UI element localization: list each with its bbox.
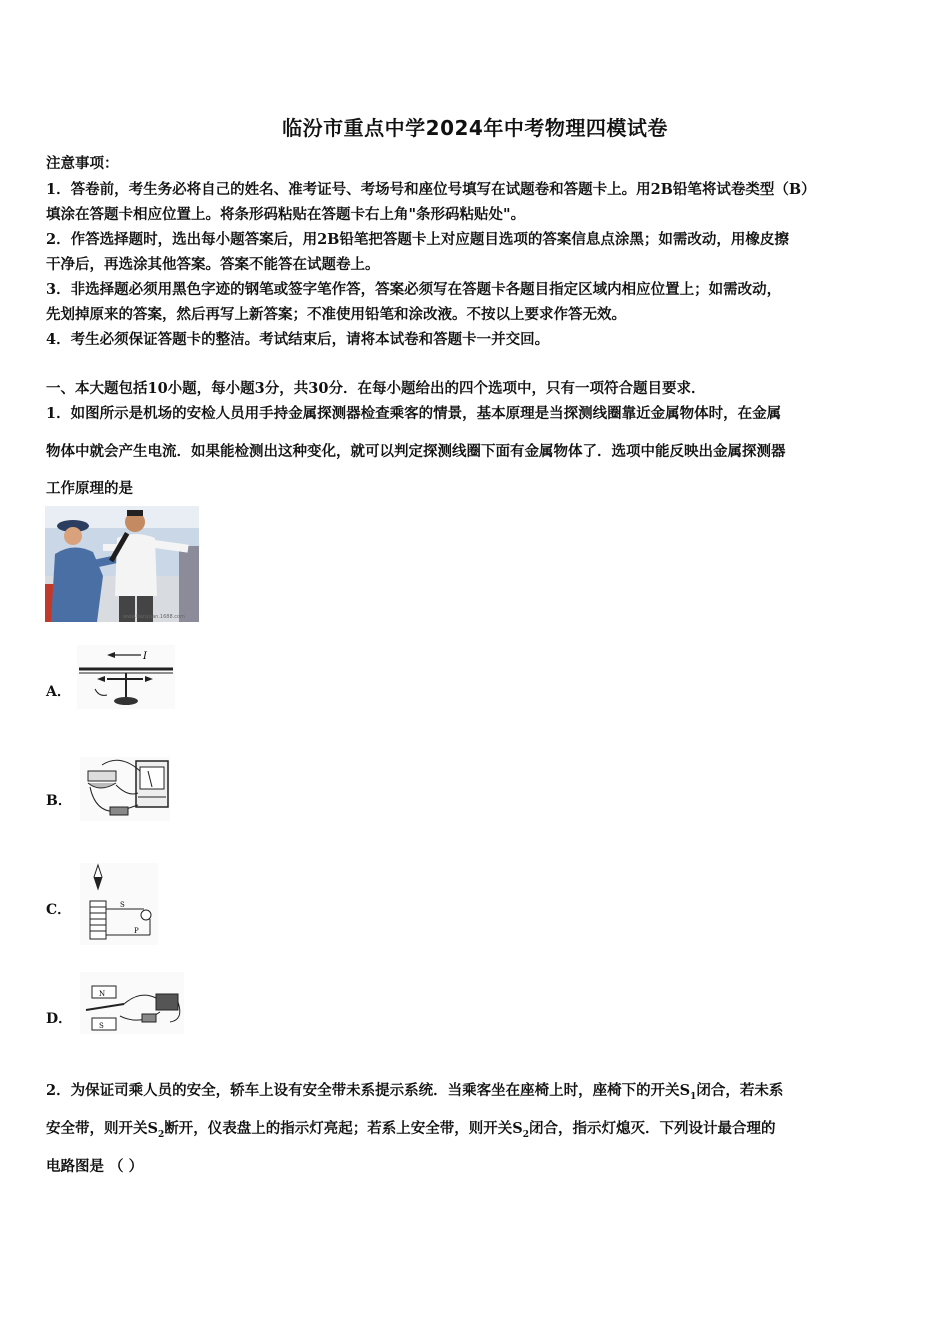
notice-line: 2．作答选择题时，选出每小题答案后，用2B铅笔把答题卡上对应题目选项的答案信息点涂黑；如需改动，用橡皮擦 (46, 231, 789, 248)
option-c-label[interactable]: C． (46, 902, 72, 918)
q1-text: 工作原理的是 (46, 480, 133, 497)
q2-text: 电路图是 （ ） (46, 1158, 144, 1175)
q2-sub: 2 (522, 1129, 529, 1140)
magnet-n-label: N (99, 990, 106, 998)
option-b-label[interactable]: B． (46, 793, 72, 809)
section-heading: 一、本大题包括10小题，每小题3分，共30分．在每小题给出的四个选项中，只有一项符合题目要求． (46, 380, 706, 397)
magnet-s-label: S (99, 1022, 104, 1030)
notice-heading: 注意事项： (46, 155, 119, 172)
notice-line: 填涂在答题卡相应位置上。将条形码粘贴在答题卡右上角"条形码粘贴处"。 (46, 206, 526, 223)
q2-text-part: 断开，仪表盘上的指示灯亮起；若系上安全带，则开关S (164, 1120, 523, 1137)
notice-line: 3．非选择题必须用黑色字迹的钢笔或签字笔作答，答案必须写在答题卡各题目指定区域内相应位置上；如需改动， (46, 281, 782, 298)
q2-text (46, 1117, 906, 1140)
q2-text (46, 1079, 906, 1102)
q1-text: 物体中就会产生电流．如果能检测出这种变化，就可以判定探测线圈下面有金属物体了．选项中能反映出金属探测器 (46, 443, 786, 460)
q2-sub: 1 (690, 1091, 697, 1102)
notice-line: 4．考生必须保证答题卡的整洁。考试结束后，请将本试卷和答题卡一并交回。 (46, 331, 550, 348)
q2-text-part: 安全带，则开关S (46, 1120, 158, 1137)
option-d-label[interactable]: D． (46, 1011, 73, 1027)
notice-line: 1．答卷前，考生务必将自己的姓名、准考证号、考场号和座位号填写在试题卷和答题卡上。用2B铅笔将试卷类型（B） (46, 181, 816, 198)
option-b-figure[interactable] (80, 757, 170, 821)
p-label: P (134, 927, 139, 935)
option-d-figure[interactable] (80, 972, 184, 1034)
photo-watermark: www.tianyuan.1688.com (123, 614, 185, 620)
page-title: 临汾市重点中学2024年中考物理四模试卷 (282, 116, 668, 140)
notice-line: 干净后，再选涂其他答案。答案不能答在试题卷上。 (46, 256, 380, 273)
q2-text-part: 闭合，若未系 (696, 1082, 784, 1099)
switch-s-label: S (120, 901, 125, 909)
q1-text: 1．如图所示是机场的安检人员用手持金属探测器检查乘客的情景，基本原理是当探测线圈靠近金属物体时，在金属 (46, 405, 782, 422)
option-c-figure[interactable] (80, 863, 158, 945)
q2-sub: 2 (157, 1129, 165, 1140)
notice-line: 先划掉原来的答案，然后再写上新答案；不准使用铅笔和涂改液。不按以上要求作答无效。 (46, 306, 626, 323)
current-arrow-label: I (143, 651, 147, 662)
q2-text-part: 闭合，指示灯熄灭．下列设计最合理的 (529, 1120, 776, 1137)
q2-text-part: 2．为保证司乘人员的安全，轿车上设有安全带未系提示系统．当乘客坐在座椅上时，座椅下的开关S (46, 1082, 691, 1099)
security-check-photo (45, 506, 199, 622)
option-a-figure[interactable] (77, 645, 175, 709)
option-a-label[interactable]: A． (46, 684, 71, 700)
